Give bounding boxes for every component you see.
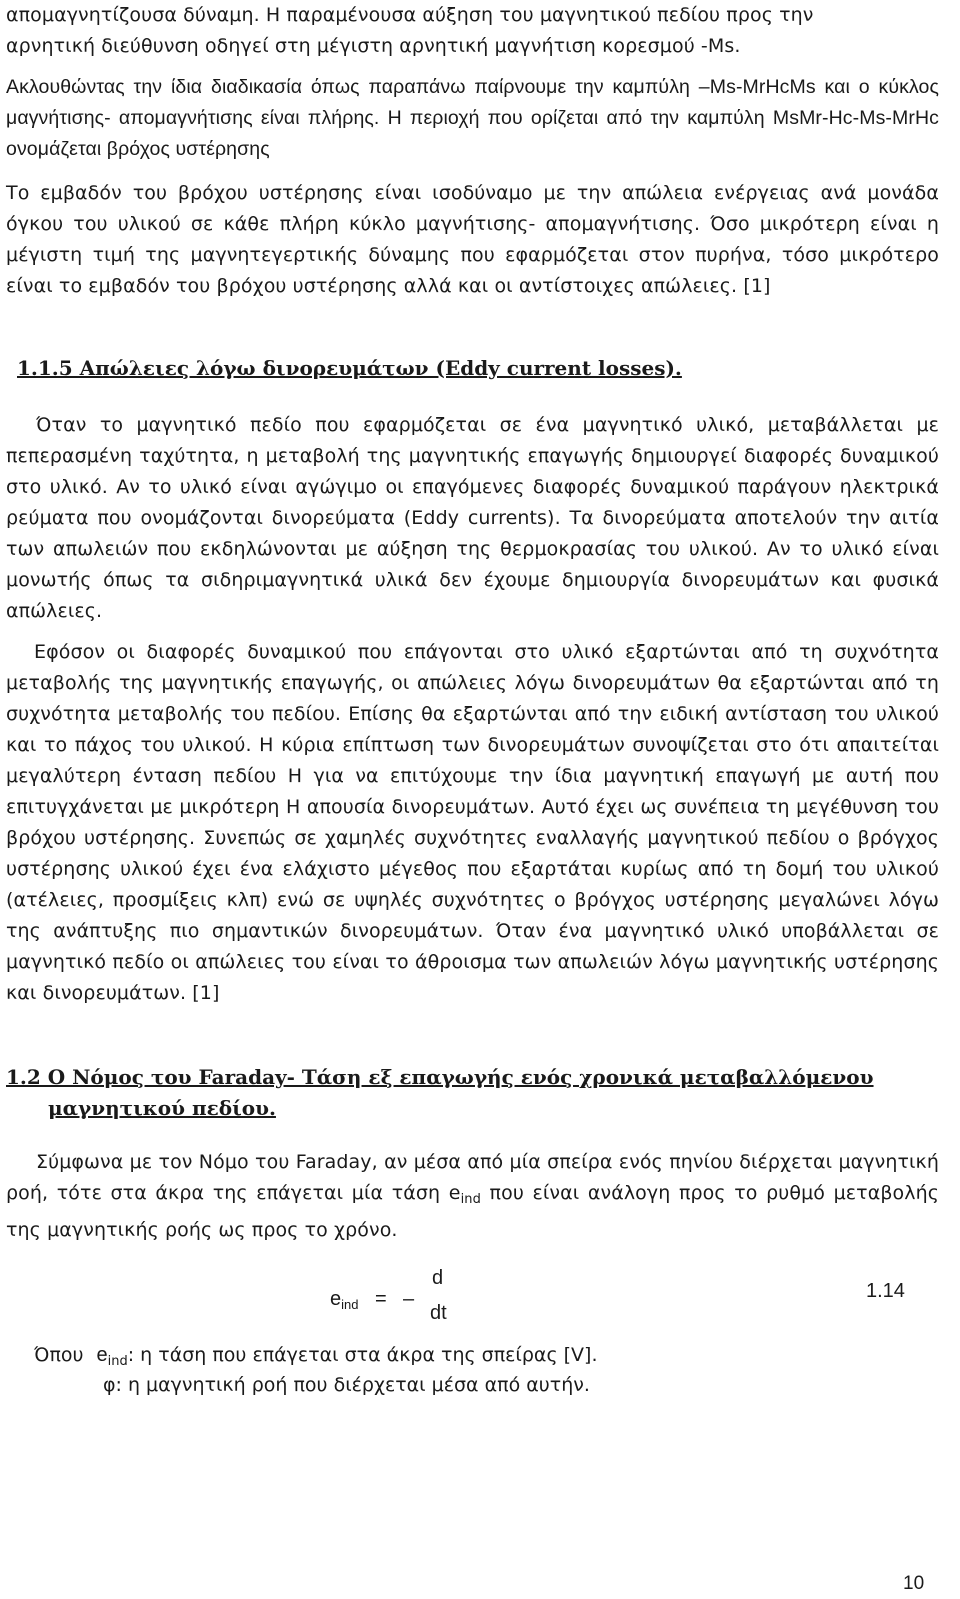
- section-heading-1-2-line-1: 1.2 Ο Νόμος του Faraday- Τάση εξ επαγωγής ενός χρονικά μεταβαλλόμενου: [6, 1065, 874, 1089]
- eddy-currents-paragraph-1: Όταν το μαγνητικό πεδίο που εφαρμόζεται σε ένα μαγνητικό υλικό, μεταβάλλεται με πεπερασμένη ταχύτητα, η μεταβολή της μαγνητικής επαγωγής δημιουργεί διαφορές δυναμικού στο υλικό. Αν το υλικό είναι αγώγιμο οι επαγόμενες διαφορές δυναμικού παράγουν ηλεκτρικά ρεύματα που ονομάζονται δινορεύματα (Eddy currents). Τα δινορεύματα αποτελούν την αιτία των απωλειών που εκδηλώνονται με αύξηση της θερμοκρασίας του υλικού. Αν το υλικό είναι μονωτής όπως τα σιδηριμαγνητικά υλικά δεν έχουμε δημιουργία δινορευμάτων και φυσικά απώλειες.: [6, 414, 939, 622]
- equation-lhs-subscript: ind: [341, 1297, 359, 1312]
- hysteresis-area-paragraph: Το εμβαδόν του βρόχου υστέρησης είναι ισοδύναμο με την απώλεια ενέργειας ανά μονάδα όγκου του υλικού σε κάθε πλήρη κύκλο μαγνήτισης- απομαγνήτισης. Όσο μικρότερη είναι η μέγιστη τιμή της μαγνητεγερτικής δύναμης που εφαρμόζεται στον πυρήνα, τόσο μικρότερο είναι το εμβαδόν του βρόχου υστέρησης αλλά και οι αντίστοιχες απώλειες. [1]: [6, 182, 939, 297]
- where-symbol: e: [96, 1344, 108, 1366]
- section-heading-1-2-line-2: μαγνητικού πεδίου.: [48, 1096, 276, 1120]
- equation-lhs-symbol: e: [330, 1288, 342, 1310]
- equation-minus: –: [403, 1288, 415, 1310]
- intro-line-1: απομαγνητίζουσα δύναμη. Η παραμένουσα αύξηση του μαγνητικού πεδίου προς την: [6, 4, 814, 26]
- faraday-text-after: που είναι ανάλογη προς το ρυθμό μεταβολής της μαγνητικής ροής ως προς το χρόνο.: [6, 1182, 940, 1241]
- faraday-law-paragraph: [6, 1147, 939, 1246]
- eddy-currents-paragraph-2: Εφόσον οι διαφορές δυναμικού που επάγονται στο υλικό εξαρτώνται από τη συχνότητα μεταβολής της μαγνητικής επαγωγής, οι απώλειες λόγω δινορευμάτων θα εξαρτώνται από τη συχνότητα μεταβολής του πεδίου. Επίσης θα εξαρτώνται από την ειδική αντίσταση του υλικού και το πάχος του υλικού. Η κύρια επίπτωση των δινορευμάτων συνοψίζεται στο ότι απαιτείται μεγαλύτερη ένταση πεδίου Η για να επιτύχουμε την ίδια μαγνητική επαγωγή με αυτή που επιτυγχάνεται με μικρότερη Η απουσία δινορευμάτων. Αυτό έχει ως συνέπεια τη μεγέθυνση του βρόχου υστέρησης. Συνεπώς σε χαμηλές συχνότητες εναλλαγής μαγνητικού πεδίου ο βρόγχος υστέρησης υλικού έχει ένα ελάχιστο μέγεθος που εξαρτάται κυρίως από τη δομή του υλικού (ατέλειες, προσμίξεις κλπ) ενώ σε υψηλές συχνότητες ο βρόγχος υστέρησης μεγαλώνει λόγω της ανάπτυξης πιο σημαντικών δινορευμάτων. Όταν ένα μαγνητικό υλικό υποβάλλεται σε μαγνητικό πεδίο οι απώλειες του είναι το άθροισμα των απωλειών λόγω μαγνητικής υστέρησης και δινορευμάτων. [1]: [6, 641, 939, 1004]
- page-number: 10: [903, 1573, 925, 1594]
- equation-lhs: [330, 1288, 358, 1312]
- equation-number: 1.14: [866, 1280, 905, 1302]
- equation-numerator: d: [432, 1267, 444, 1289]
- section-heading-1-1-5: 1.1.5 Απώλειες λόγω δινορευμάτων (Eddy current losses).: [17, 356, 682, 380]
- hysteresis-paragraph: Ακλουθώντας την ίδια διαδικασία όπως παραπάνω παίρνουμε την καμπύλη –Ms-MrHcMs και ο κύκλος μαγνήτισης- απομαγνήτισης είναι πλήρης. Η περιοχή που ορίζεται από την καμπύλη MsMr-Hc-Ms-MrHc ονομάζεται βρόχος υστέρησης: [6, 76, 939, 160]
- section-heading-1-2: [6, 1062, 939, 1124]
- where-prefix: Όπου: [34, 1344, 84, 1366]
- where-description-1: : η τάση που επάγεται στα άκρα της σπείρας [V].: [127, 1344, 598, 1366]
- where-line-2: φ: η μαγνητική ροή που διέρχεται μέσα από αυτήν.: [103, 1374, 590, 1396]
- intro-line-2: αρνητική διεύθυνση οδηγεί στη μέγιστη αρνητική μαγνήτιση κορεσμού -Ms.: [6, 35, 741, 57]
- where-symbol-subscript: ind: [107, 1354, 128, 1369]
- faraday-text-sub: ind: [460, 1192, 481, 1207]
- faraday-text-before: Σύμφωνα με τον Νόμο του Faraday, αν μέσα από μία σπείρα ενός πηνίου διέρχεται μαγνητική ροή, τότε στα άκρα της επάγεται μία τάση e: [6, 1151, 939, 1204]
- equation-denominator: dt: [430, 1302, 447, 1324]
- equation-equals: =: [375, 1288, 387, 1310]
